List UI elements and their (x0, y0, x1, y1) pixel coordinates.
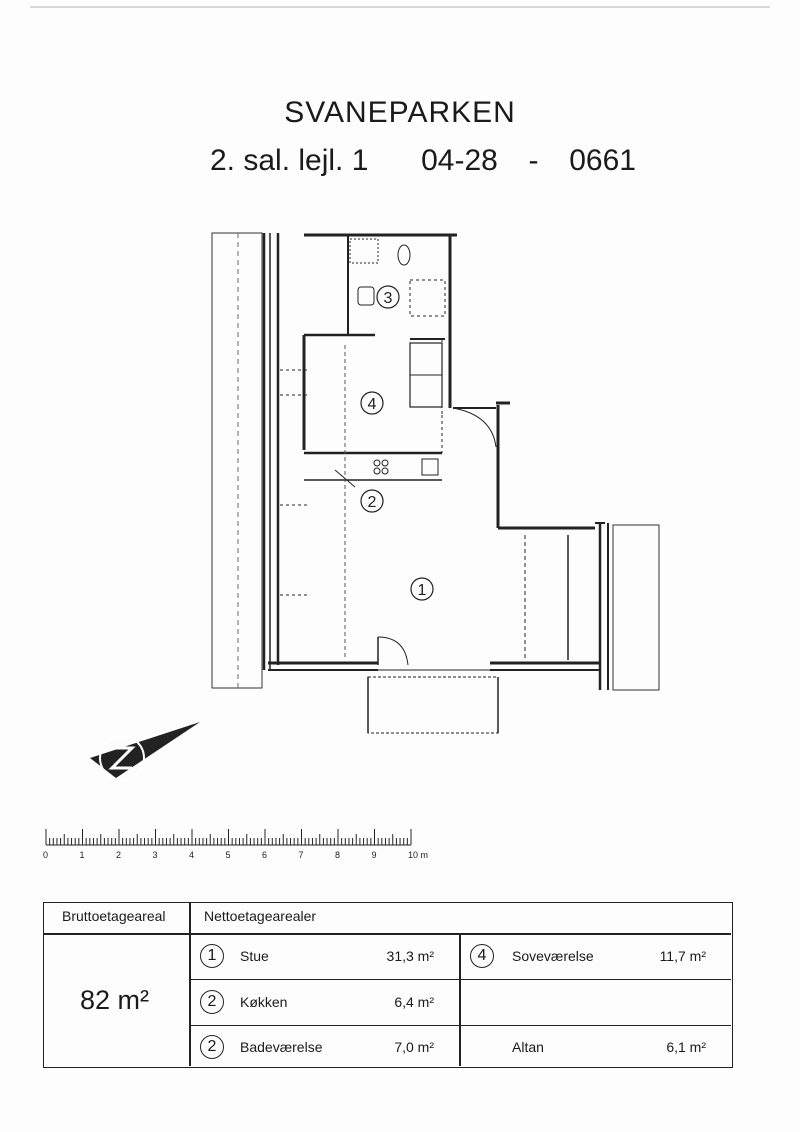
scale-tick-label: 0 (43, 850, 49, 860)
scale-tick-label: 10 m (408, 850, 429, 860)
room-name: Altan (512, 1039, 544, 1055)
room-area: 6,1 m² (666, 1039, 706, 1055)
north-arrow-icon (86, 718, 206, 788)
room-area: 11,7 m² (659, 948, 706, 964)
apartment-subtitle (210, 144, 636, 178)
room-number-badge: 2 (200, 1035, 224, 1059)
scale-bar (40, 826, 440, 866)
scale-tick-label: 4 (189, 850, 195, 860)
left-roof (212, 233, 262, 688)
room-area: 31,3 m² (386, 948, 434, 964)
room-name: Soveværelse (512, 948, 594, 964)
room-marker-1: 1 (417, 582, 427, 599)
room-name: Køkken (240, 994, 288, 1010)
code-dash: - (528, 144, 539, 177)
scale-tick-label: 1 (79, 850, 85, 860)
room-marker-3: 3 (383, 290, 393, 307)
area-table (43, 902, 733, 1068)
room-number-badge: 2 (200, 990, 224, 1014)
document-title: SVANEPARKEN (284, 96, 516, 129)
room-area: 7,0 m² (394, 1039, 434, 1055)
room-markers (361, 286, 433, 600)
code-a: 04-28 (421, 144, 498, 177)
net-area-header: Nettoetagearealer (204, 908, 317, 924)
floor-plan (200, 225, 670, 785)
scale-tick-label: 9 (371, 850, 377, 860)
room-number-badge: 4 (470, 944, 494, 968)
room-name: Stue (240, 948, 269, 964)
floor-label: 2. sal. lejl. 1 (210, 144, 369, 177)
gross-area-value: 82 m² (80, 985, 150, 1015)
room-name: Badeværelse (240, 1039, 323, 1055)
scale-tick-label: 8 (335, 850, 341, 860)
code-b: 0661 (569, 144, 636, 177)
scan-edge-line (30, 6, 770, 8)
right-roof (613, 525, 659, 690)
room-marker-4: 4 (367, 396, 377, 413)
room-area: 6,4 m² (394, 994, 434, 1010)
room-number-badge: 1 (200, 944, 224, 968)
scale-tick-label: 2 (116, 850, 122, 860)
scale-tick-label: 7 (298, 850, 304, 860)
room-marker-2: 2 (367, 494, 377, 511)
scale-tick-label: 6 (262, 850, 268, 860)
scale-tick-label: 3 (152, 850, 158, 860)
gross-area-header: Bruttoetageareal (62, 908, 166, 924)
scale-tick-label: 5 (225, 850, 231, 860)
